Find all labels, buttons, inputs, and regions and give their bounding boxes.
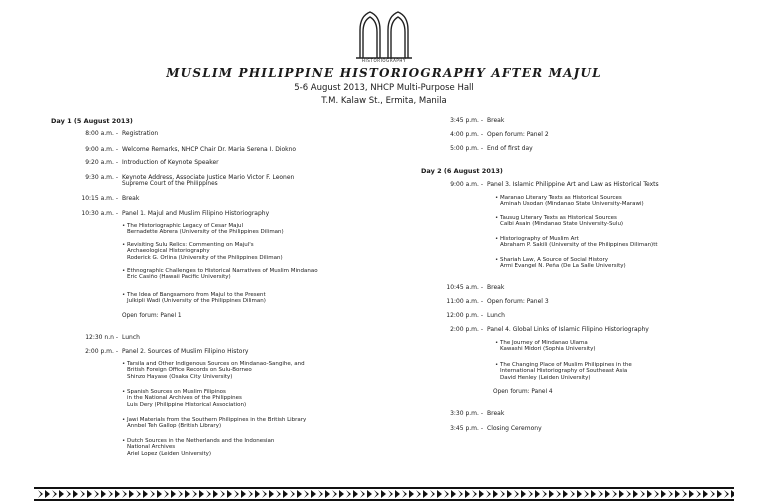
border-motif [388, 490, 400, 498]
presentation-item: • The Historiographic Legacy of Cesar Majul Bernadette Abrera (University of the Philippines Diliman) [122, 223, 284, 236]
day2-heading: Day 2 (6 August 2013) [421, 167, 503, 175]
border-motif [640, 490, 652, 498]
presentation-item: • Shariah Law, A Source of Social History Armi Evangel N. Peña (De La Salle University) [495, 257, 626, 270]
border-motif [304, 490, 316, 498]
border-motif [290, 490, 302, 498]
decorative-border [34, 487, 734, 501]
presentation-item: • Spanish Sources on Muslim Filipinos in the National Archives of the Philippines Luis Dery (Philippine Historical Association) [122, 389, 247, 408]
border-motif [612, 490, 624, 498]
border-motif [654, 490, 666, 498]
border-motif [374, 490, 386, 498]
date-venue: 5-6 August 2013, NHCP Multi-Purpose Hall [294, 83, 474, 93]
border-motif [500, 490, 512, 498]
border-motif [178, 490, 190, 498]
border-motif [262, 490, 274, 498]
border-motif [220, 490, 232, 498]
presentation-item: • Dutch Sources in the Netherlands and the Indonesian National Archives Ariel Lopez (Leiden University) [122, 438, 275, 457]
page-title: MUSLIM PHILIPPINE HISTORIOGRAPHY AFTER MAJUL [166, 66, 602, 80]
logo-caption: HISTORIOGRAPHY [361, 58, 407, 63]
border-motif [682, 490, 694, 498]
border-motif [164, 490, 176, 498]
border-motif [38, 490, 50, 498]
border-motif [486, 490, 498, 498]
border-motif [598, 490, 610, 498]
border-motif [668, 490, 680, 498]
border-motif [430, 490, 442, 498]
historiography-logo [352, 8, 416, 60]
presentation-item: • The Changing Place of Muslim Philippines in the International Historiography of Southeast Asia David Henley (Leiden University) [495, 362, 632, 381]
presentation-item: • The Idea of Bangsamoro from Majul to the Present Julkipli Wadi (University of the Philippines Diliman) [122, 292, 266, 305]
presentation-item: • Tausug Literary Texts as Historical Sources Calbi Asain (Mindanao State University-Sulu) [495, 215, 624, 228]
schedule-row-detail: Supreme Court of the Philippines [122, 181, 218, 187]
venue-address: T.M. Kalaw St., Ermita, Manila [321, 96, 447, 106]
open-forum: Open forum: Panel 4 [493, 389, 553, 395]
border-motif [724, 490, 734, 498]
border-motif [248, 490, 260, 498]
border-motif [66, 490, 78, 498]
border-motif [206, 490, 218, 498]
presentation-item: • The Journey of Mindanao Ulama Kawashi Midori (Sophia University) [495, 340, 596, 353]
border-motif [542, 490, 554, 498]
border-motif [360, 490, 372, 498]
border-motif [472, 490, 484, 498]
border-motif [416, 490, 428, 498]
border-motif [458, 490, 470, 498]
border-motif [192, 490, 204, 498]
presentation-item: • Revisiting Sulu Relics: Commenting on Majul's Archaeological Historiography Roderick G. Orlina (University of the Philippines Diliman) [122, 242, 283, 261]
border-motif [402, 490, 414, 498]
border-motif [122, 490, 134, 498]
open-forum: Open forum: Panel 1 [122, 313, 182, 319]
border-motif [80, 490, 92, 498]
presentation-item: • Jawi Materials from the Southern Philippines in the British Library Annbel Teh Gallop (British Library) [122, 417, 307, 430]
border-motif [150, 490, 162, 498]
presentation-item: • Maranao Literary Texts as Historical Sources Aminah Usodan (Mindanao State University-Marawi) [495, 195, 644, 208]
border-motif [626, 490, 638, 498]
border-motif [514, 490, 526, 498]
border-motif [94, 490, 106, 498]
presentation-item: • Historiography of Muslim Art Abraham P. Sakili (University of the Philippines Diliman)tt [495, 236, 658, 249]
border-motif [570, 490, 582, 498]
presentation-item: • Tarsila and Other Indigenous Sources on Mindanao-Sangihe, and British Foreign Office Records on Sulu-Borneo Shinzo Hayase (Osaka City University) [122, 361, 305, 380]
border-motif [584, 490, 596, 498]
border-motif [710, 490, 722, 498]
presentation-item: • Ethnographic Challenges to Historical Narratives of Muslim Mindanao Eric Casiño (Hawaii Pacific University) [122, 268, 318, 281]
border-motif [696, 490, 708, 498]
border-motif [444, 490, 456, 498]
border-motif [276, 490, 288, 498]
border-motif [318, 490, 330, 498]
border-motif [52, 490, 64, 498]
border-motif [108, 490, 120, 498]
border-motif [332, 490, 344, 498]
border-motif [346, 490, 358, 498]
border-motif [234, 490, 246, 498]
border-motif [528, 490, 540, 498]
border-motif [556, 490, 568, 498]
border-motif [136, 490, 148, 498]
day1-heading: Day 1 (5 August 2013) [51, 117, 133, 125]
